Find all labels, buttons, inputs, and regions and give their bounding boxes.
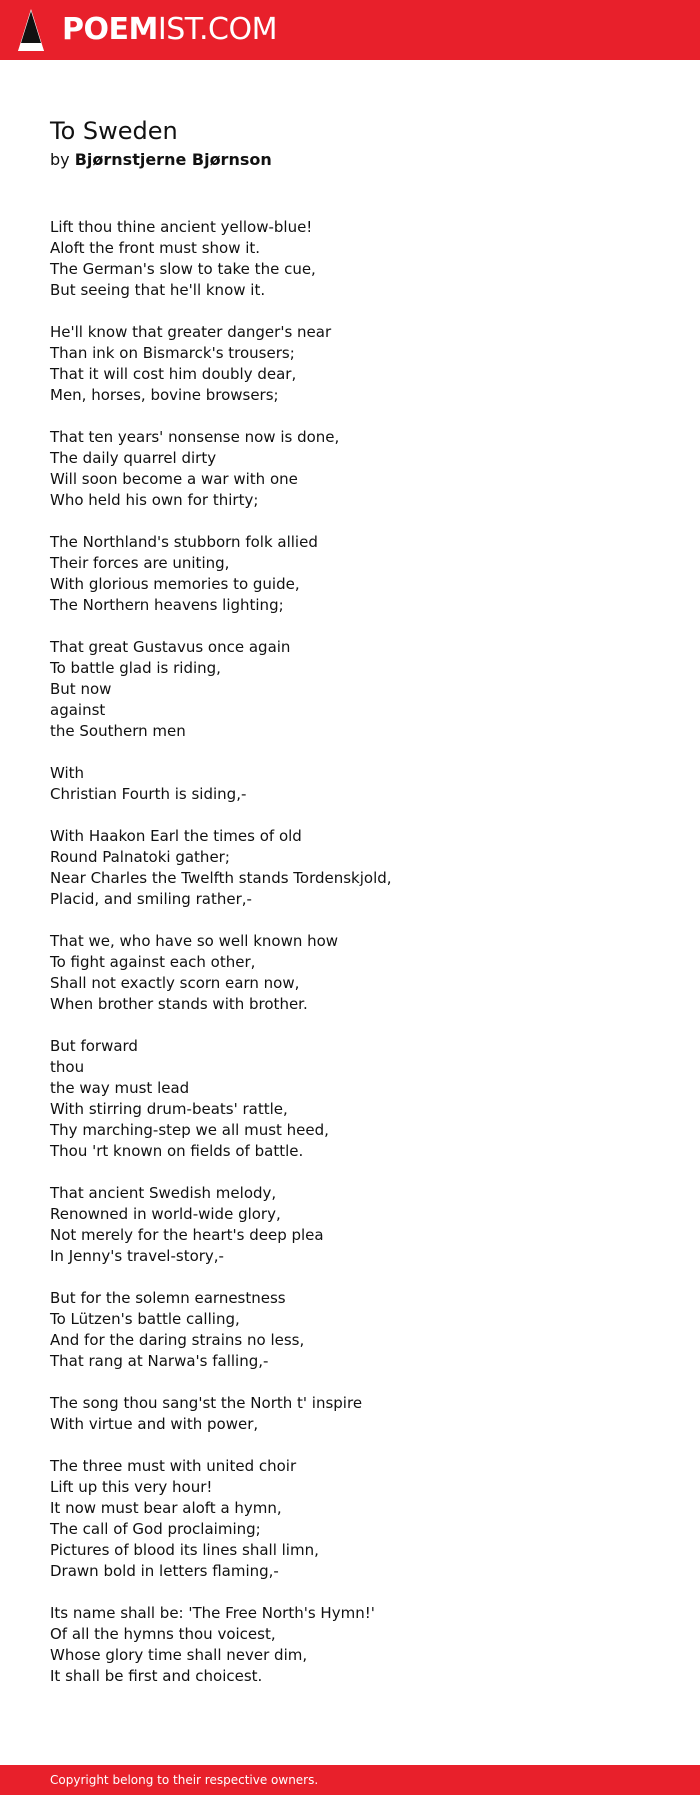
poem-line: To fight against each other, (50, 953, 256, 971)
poem-line: It shall be first and choicest. (50, 1667, 263, 1685)
poem-line: Shall not exactly scorn earn now, (50, 974, 300, 992)
poem-line: With (50, 764, 85, 782)
poem-line: The daily quarrel dirty (50, 449, 217, 467)
stanza (50, 1393, 650, 1435)
poem-line: The German's slow to take the cue, (50, 260, 316, 278)
poem-line: With glorious memories to guide, (50, 575, 300, 593)
poem-line: The call of God proclaiming; (50, 1520, 261, 1538)
poem-line: In Jenny's travel-story,- (50, 1247, 224, 1265)
poem-line: But seeing that he'll know it. (50, 281, 266, 299)
byline (50, 148, 650, 172)
poem-line: With stirring drum-beats' rattle, (50, 1100, 288, 1118)
poem-line: Pictures of blood its lines shall limn, (50, 1541, 319, 1559)
poem-line: Near Charles the Twelfth stands Tordenskjold, (50, 869, 392, 887)
poem-line: Will soon become a war with one (50, 470, 298, 488)
poem-line: The song thou sang'st the North t' inspire (50, 1394, 363, 1412)
stanza (50, 322, 650, 406)
site-footer (0, 1765, 700, 1795)
poem-line: That it will cost him doubly dear, (50, 365, 297, 383)
pen-nib-icon[interactable] (18, 9, 44, 51)
author-name: Bjørnstjerne Bjørnson (74, 150, 272, 169)
poem-line: the way must lead (50, 1079, 190, 1097)
poem-line: Their forces are uniting, (50, 554, 230, 572)
poem-line: He'll know that greater danger's near (50, 323, 332, 341)
poem-line: Who held his own for thirty; (50, 491, 259, 509)
stanza (50, 637, 650, 742)
poem-line: That we, who have so well known how (50, 932, 339, 950)
by-label: by (50, 150, 70, 169)
poem-line: Christian Fourth is siding,- (50, 785, 247, 803)
poem-line: To Lützen's battle calling, (50, 1310, 240, 1328)
poem-line: Thou 'rt known on fields of battle. (50, 1142, 304, 1160)
poem-line: That ten years' nonsense now is done, (50, 428, 340, 446)
stanza (50, 532, 650, 616)
poem-line: That rang at Narwa's falling,- (50, 1352, 269, 1370)
poem-line: Not merely for the heart's deep plea (50, 1226, 324, 1244)
poem-line: Round Palnatoki gather; (50, 848, 230, 866)
stanza (50, 931, 650, 1015)
logo-text-light: IST.COM (157, 12, 277, 47)
poem-line: But now (50, 680, 112, 698)
stanza (50, 1603, 650, 1687)
site-header (0, 0, 700, 60)
poem-line: Lift thou thine ancient yellow-blue! (50, 218, 313, 236)
poem-line: Drawn bold in letters flaming,- (50, 1562, 279, 1580)
site-logo[interactable] (62, 12, 277, 47)
stanza (50, 1456, 650, 1582)
poem-line: against (50, 701, 106, 719)
poem-line: With Haakon Earl the times of old (50, 827, 302, 845)
poem-line: Lift up this very hour! (50, 1478, 213, 1496)
poem-line: Men, horses, bovine browsers; (50, 386, 279, 404)
stanza (50, 1288, 650, 1372)
poem-line: And for the daring strains no less, (50, 1331, 305, 1349)
stanza (50, 1183, 650, 1267)
poem-line: Of all the hymns thou voicest, (50, 1625, 276, 1643)
poem-line: The Northland's stubborn folk allied (50, 533, 318, 551)
stanza (50, 217, 650, 301)
poem-line: But for the solemn earnestness (50, 1289, 286, 1307)
poem-title: To Sweden (50, 117, 178, 145)
poem-line: To battle glad is riding, (50, 659, 221, 677)
poem-line: the Southern men (50, 722, 186, 740)
poem-line: But forward (50, 1037, 138, 1055)
poem-line: Thy marching-step we all must heed, (50, 1121, 329, 1139)
stanza (50, 763, 650, 805)
poem-line: Its name shall be: 'The Free North's Hymn!' (50, 1604, 375, 1622)
logo-text-bold: POEM (62, 12, 158, 47)
poem-line: Whose glory time shall never dim, (50, 1646, 308, 1664)
poem-body (50, 217, 650, 1687)
stanza (50, 1036, 650, 1162)
poem-line: That great Gustavus once again (50, 638, 291, 656)
poem-line: Aloft the front must show it. (50, 239, 261, 257)
poem-line: thou (50, 1058, 85, 1076)
copyright-text: Copyright belong to their respective owners. (50, 1773, 319, 1787)
poem-line: Placid, and smiling rather,- (50, 890, 252, 908)
poem-line: Renowned in world-wide glory, (50, 1205, 281, 1223)
poem-line: It now must bear aloft a hymn, (50, 1499, 282, 1517)
stanza (50, 826, 650, 910)
poem-line: That ancient Swedish melody, (50, 1184, 277, 1202)
poem-line: With virtue and with power, (50, 1415, 259, 1433)
poem-line: The Northern heavens lighting; (50, 596, 284, 614)
stanza (50, 427, 650, 511)
poem-line: When brother stands with brother. (50, 995, 308, 1013)
poem-line: The three must with united choir (50, 1457, 297, 1475)
poem-content (50, 114, 650, 1708)
poem-line: Than ink on Bismarck's trousers; (50, 344, 295, 362)
